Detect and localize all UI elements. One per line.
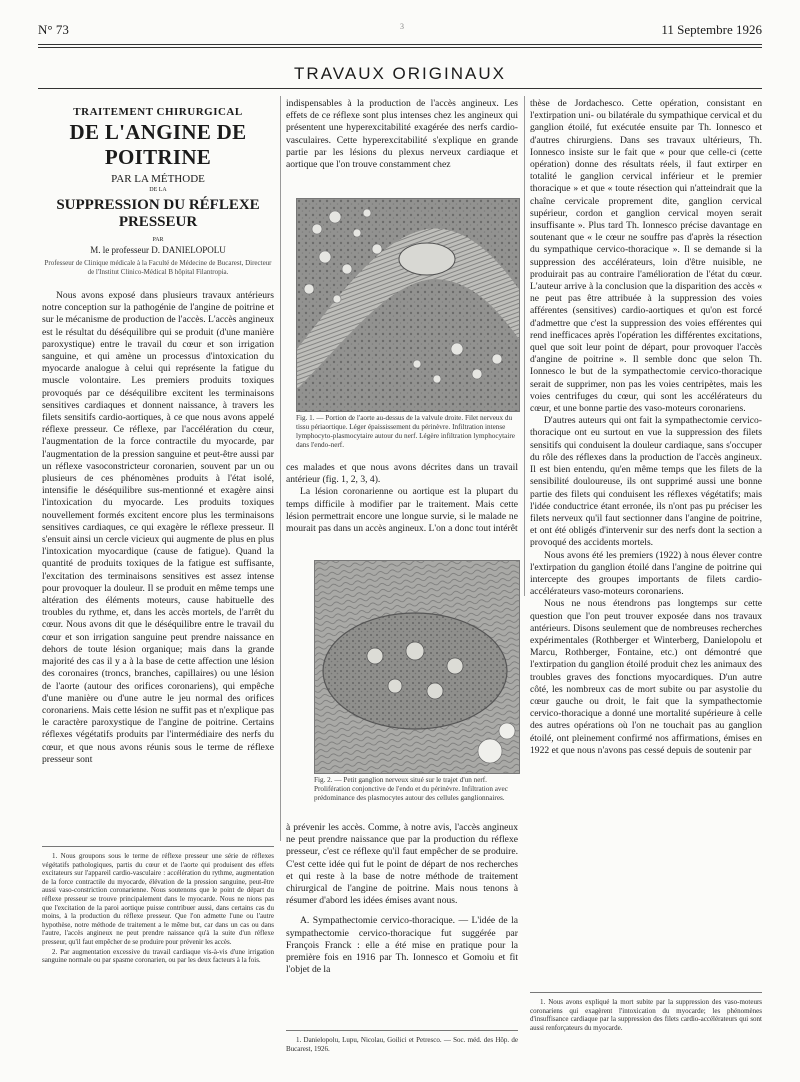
figure-2-caption: Fig. 2. — Petit ganglion nerveux situé sur le trajet d'un nerf. Prolifération conjonctive de l'endo et du périnèvre. Infiltration avec prédominance des plasmocytes autour des cellules ganglionnaires.: [314, 776, 508, 802]
body-column-2-bottom: [286, 822, 518, 1012]
article-de-la: DE LA: [149, 187, 167, 193]
footnote: 1. Nous avons expliqué la mort subite par la suppression des vaso-moteurs coronariens qui exagèrent l'intoxication du myocarde; les phénomènes d'insuffisance cardiaque par la suppression des filets cardio-accélérateurs qui sont aussi renforçateurs du myocarde.: [530, 998, 762, 1032]
header-rule-2: [38, 47, 762, 48]
footnotes-left: [42, 852, 274, 1074]
figure-1-caption: Fig. 1. — Portion de l'aorte au-dessus de la valvule droite. Filet nerveux du tissu périaortique. Léger épaississement du périnèvre. Infiltration intense lymphocyto-plasmocytaire autour du nerf. Légère infiltration lymphocytaire dans l'endo-nerf.: [296, 414, 515, 449]
footnote: 1. Danielopolu, Lupu, Nicolau, Goilici et Petresco. — Soc. méd. des Hôp. de Bucarest, 1926.: [286, 1036, 518, 1053]
body-column-2-middle: [286, 462, 518, 558]
article-title: DE L'ANGINE DE POITRINE: [69, 120, 247, 169]
paragraph: D'autres auteurs qui ont fait la sympathectomie cervico-thoracique ont eu surtout en vue la suppression des filets sensitifs qui conduisent la douleur cardiaque, sans s'occuper du rôle des réflexes dans la production de l'accès angineux. Il est bien entendu, qu'en même temps que les filets de la sensibilité douloureuse, ils ont supprimé aussi une bonne partie des filets qui conduisent les réflexes végétatifs; mais l'idée conductrice étant erronée, ils n'ont pas pu préciser les filets nerveux qu'il faut sectionner dans l'angine de poitrine, et ont été obligés d'intervenir sur des nerfs dont la section a provoqué des accidents mortels.: [530, 415, 762, 549]
page-mark: 3: [400, 22, 404, 31]
section-title: TRAVAUX ORIGINAUX: [294, 64, 506, 83]
page-header: [38, 22, 762, 40]
paragraph: indispensables à la production de l'accès angineux. Les effets de ce réflexe sont plus intenses chez les angineux qui présentent une hyperexcitabilité exagérée des nerfs cardio-vasculaires. Cette hyperexcitabilité s'explique en grande partie par les lésions du plexus nerveux cardiaque et aortique que l'on trouve constamment chez: [286, 98, 518, 171]
header-rule: [38, 44, 762, 45]
article-title-block: [42, 106, 274, 277]
body-column-2-top: [286, 98, 518, 182]
article-author: M. le professeur D. DANIELOPOLU: [90, 245, 226, 255]
article-by-method: PAR LA MÉTHODE: [111, 173, 205, 185]
paragraph: thèse de Jordachesco. Cette opération, consistant en l'extirpation uni- ou bilatérale du sympathique cervical et du ganglion étoilé, fut exécutée ensuite par Th. Ionnesco et d'autres chirurgiens. Dans ses travaux ultérieurs, Th. Ionnesco insiste sur le fait que « pour que celle-ci (cette opération) donne des résultats réels, il faut extirper en totalité le ganglion cervical inférieur et le premier thoracique » et que « toute résection qui n'atteindrait que la chaîne cervicale proprement dite, ganglion cervical supérieur, cordon et ganglion cervical moyen serait insuffisante ». Plus tard Th. Ionnesco précise davantage en soutenant que « le cœur ne souffre pas d'après la résection du sympathique cervico-thoracique ». Il se demande si la suppression des accélérateurs, loin d'être nuisible, ne produirait pas au contraire l'amélioration de l'état du cœur. L'auteur arrive à la conclusion que la disparition des accès « ne peut pas être attribuée à la suppression des voies afférentes (sensitives) cardio-aortiques et qu'on est forcé d'admettre que c'est la suppression des voies efférentes qui rend inefficaces après l'opération les différentes excitations, quel que soit leur point de départ, pour provoquer l'accès d'angine de poitrine ». Il semble donc que selon Th. Ionnesco le but de la sympathectomie cervico-thoracique serait de supprimer, non pas les voies centripètes, mais les voies centrifuges du cœur, qui sont les accélérateurs du cœur, et une bonne partie des vaso-moteurs coronariens.: [530, 98, 762, 415]
footnote: 1. Nous groupons sous le terme de réflexe presseur une série de réflexes végétatifs pathologiques, partis du cœur et de l'aorte qui produisent des effets excitateurs sur l'appareil cardio-vasculaire : accélération du rythme, augmentation de la force contractile du myocarde, élévation de la pression sanguine, peut-être aussi vaso-constriction coronarienne. Nous soutenons que le point de départ du réflexe presseur se trouve principalement dans le myocarde. Nous ne nions pas que l'excitation de la paroi aortique puisse contribuer aussi, dans certains cas du moins, à la production du réflexe presseur. Que l'on admette l'une ou l'autre hypothèse, notre méthode de traitement a le même but, car dans un cas ou dans l'autre, l'accès angineux ne peut prendre naissance qu'à la suite d'un réflexe presseur, qu'il faut empêcher de se produire pour prévenir les accès.: [42, 852, 274, 946]
section-heading-paragraph: A. Sympathectomie cervico-thoracique. — L'idée de la sympathectomie cervico-thoracique fut suggérée par François Franck : elle a été mise en pratique pour la première fois en 1916 par Th. Ionnesco et Gomoiu et fit l'objet de la: [286, 915, 518, 976]
article-affiliation: Professeur de Clinique médicale à la Faculté de Médecine de Bucarest, Directeur de l'Institut Clinico-Médical B hôpital Filantropia.: [44, 259, 272, 276]
section-rule: [38, 88, 762, 89]
article-par: PAR: [152, 237, 164, 243]
footnote-rule: [286, 1030, 518, 1031]
footnotes-middle: [286, 1036, 518, 1072]
footnotes-right: [530, 998, 762, 1074]
column-divider: [280, 96, 281, 841]
figure-2-micrograph: [314, 560, 520, 774]
body-column-3: [530, 98, 762, 986]
paragraph: La lésion coronarienne ou aortique est la plupart du temps difficile à modifier par le traitement. Mais cette lésion permettrait encore une longue survie, si le malade ne mourait pas dans un accès angineux. L'on a donc tout intérêt: [286, 486, 518, 535]
issue-number: N° 73: [38, 22, 69, 37]
footnote-rule: [42, 846, 274, 847]
paragraph: Nous ne nous étendrons pas longtemps sur cette question que l'on peut trouver exposée dans nos travaux antérieurs. Disons seulement que de nombreuses recherches expérimentales (Rothberger et Winterberg, Danielopolu et Marcu, Rothberger, Fontaine, etc.) ont démontré que l'extirpation du ganglion étoilé produit chez les animaux des troubles graves des fonctions myocardiques. D'un autre côté, les nombreux cas de mort subite ou par asystolie du cœur gauche ou droit, le fait que la sympathectomie cervico-thoracique a donné une mortalité supérieure à celle des autres opérations où l'on ne touchait pas au ganglion étoilé, ont pleinement confirmé nos affirmations, émises en 1922 et que nous n'avons pas cessé depuis de soutenir par: [530, 598, 762, 756]
paragraph: ces malades et que nous avons décrites dans un travail antérieur (fig. 1, 2, 3, 4).: [286, 462, 518, 486]
footnote-rule: [530, 992, 762, 993]
article-kicker: TRAITEMENT CHIRURGICAL: [73, 106, 243, 118]
issue-date: 11 Septembre 1926: [661, 22, 762, 37]
article-subtitle: SUPPRESSION DU RÉFLEXE PRESSEUR: [56, 197, 260, 230]
footnote: 2. Par augmentation excessive du travail cardiaque vis-à-vis d'une irrigation sanguine normale ou par spasme coronarien, ou par les deux facteurs à la fois.: [42, 947, 274, 965]
figure-1-micrograph: [296, 198, 520, 412]
column-divider: [524, 96, 525, 596]
paragraph: Nous avons exposé dans plusieurs travaux antérieurs notre conception sur la pathogénie de l'angine de poitrine et sur le mécanisme de production de l'accès. L'accès angineux est le résultat du déséquilibre qui se produit (d'une manière paroxystique) entre le travail du cœur et son irrigation sanguine, et qui amène un processus d'intoxication du myocarde analogue à celui qui représente la fatigue du muscle volontaire. Les premiers produits toxiques provoqués par ce déséquilibre excitent les terminaisons sensitives cardiaques et donnent naissance, à travers les filets sensitifs cardio-aortiques, à ce que nous avons appelé réflexe presseur. Ce réflexe, par l'accélération du cœur, l'augmentation de la force contractile du myocarde, par l'augmentation de la pression sanguine et peut-être aussi par un réflexe vasoconstricteur coronarien, souvent par un ou plusieurs de ces phénomènes produits à l'état isolé, intensifie le déséquilibre sus-mentionné et exagère ainsi l'intoxication du myocarde. Les produits toxiques nouvellement formés excitent encore plus les terminaisons sensitives cardiaques, ce qui exagère le réflexe presseur. Il s'ensuit ainsi un cercle vicieux qui augmente de plus en plus l'intoxication myocardique (cause de fatigue). Quand la quantité de produits toxiques de la fatigue est suffisante, l'excitation des terminaisons sensitives est assez intense pour provoquer la douleur. Il se produit en même temps une altération des éléments moteurs, cause habituelle des troubles du rythme, et, dans les accès mortels, de l'arrêt du cœur. Nous avons dit que le déséquilibre entre le travail du cœur et son irrigation sanguine peut prendre naissance en dehors de toute lésion organique; mais dans la grande majorité des cas il y a à la base de cette affection une lésion des coronaires (troncs, branches, capillaires) ou une lésion de l'aorte (autour des orifices coronariens), qui empêche d'une manière ou d'une autre le jeu normal des orifices coronariens. Mais cette lésion ne suffit pas et n'explique pas le caractère paroxystique de l'angine de poitrine. Certains réflexes végétatifs produits par l'intermédiaire des nerfs du cœur, et que nous avons réunis sous le terme de réflexe presseur sont: [42, 290, 274, 765]
paragraph: Nous avons été les premiers (1922) à nous élever contre l'extirpation du ganglion étoilé dans l'angine de poitrine qui intercepte des groupes importants de filets cardio-accélérateurs vaso-moteurs coronariens.: [530, 549, 762, 598]
paragraph: à prévenir les accès. Comme, à notre avis, l'accès angineux ne peut prendre naissance que par la production du réflexe presseur, c'est ce réflexe qu'il faut empêcher de se produire. C'est cette idée qui fut le point de départ de nos recherches et qui reste à la base de notre méthode de traitement chirurgical de l'angine de poitrine. Mais nous tenons à résumer d'abord les idées émises avant nous.: [286, 822, 518, 907]
body-column-1: [42, 290, 274, 835]
